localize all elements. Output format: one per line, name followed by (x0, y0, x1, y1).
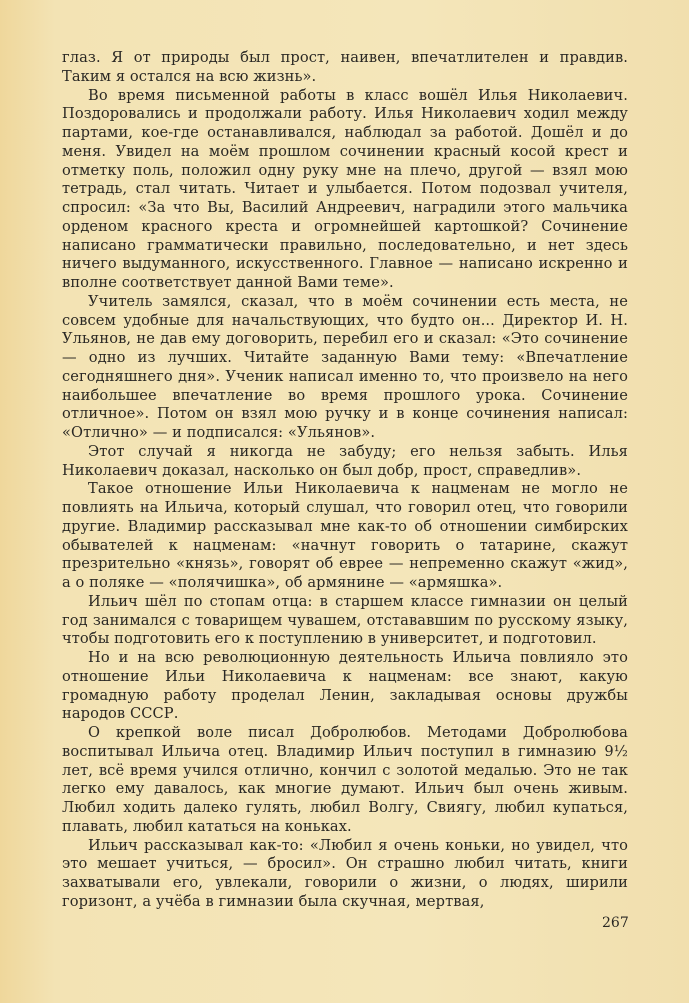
paragraph-9: Ильич рассказывал как-то: «Любил я очень коньки, но увидел, что это мешает учиться, — бросил». Он страшно любил читать, книги захватывали его, увлекали, говорили о жизни, о людях, ширили горизонт, а учёба в гимназии была скучная, мертвая, (62, 836, 628, 910)
page-text (62, 49, 628, 912)
paragraph-7: Но и на всю революционную деятельность Ильича повлияло это отношение Ильи Николаевича к нацменам: все знают, какую громадную работу проделал Ленин, закладывая основы дружбы народов СССР. (62, 649, 628, 723)
paragraph-3: Учитель замялся, сказал, что в моём сочинении есть места, не совсем удобные для начальствующих, что будто он... Директор И. Н. Ульянов, не дав ему договорить, перебил его и сказал: «Это сочинение — одно из лучших. Читайте заданную Вами тему: «Впечатление сегодняшнего дня». Ученик написал именно то, что произвело на него наибольшее впечатление во время прошлого урока. Сочинение отличное». Потом он взял мою ручку и в конце сочинения написал: «Отлично» — и подписался: «Ульянов». (62, 292, 628, 441)
paragraph-8: О крепкой воле писал Добролюбов. Методами Добролюбова воспитывал Ильича отец. Владимир Ильич поступил в гимназию 9½ лет, всё время учился отлично, кончил с золотой медалью. Это не так легко ему давалось, как многие думают. Ильич был очень живым. Любил ходить далеко гулять, любил Волгу, Свиягу, любил купаться, плавать, любил кататься на коньках. (62, 724, 628, 835)
paragraph-4: Этот случай я никогда не забуду; его нельзя забыть. Илья Николаевич доказал, насколько он был добр, прост, справедлив». (62, 442, 628, 479)
page-number: 267 (602, 915, 629, 931)
paragraph-6: Ильич шёл по стопам отца: в старшем классе гимназии он целый год занимался с товарищем чувашем, отстававшим по русскому языку, чтобы подготовить его к поступлению в университет, и подготовил. (62, 592, 628, 648)
paragraph-5: Такое отношение Ильи Николаевича к нацменам не могло не повлиять на Ильича, который слушал, что говорил отец, что говорили другие. Владимир рассказывал мне как-то об отношении симбирских обывателей к нацменам: «начнут говорить о татарине, скажут презрительно «князь», говорят об еврее — непременно скажут «жид», а о поляке — «полячишка», об армянине — «армяшка». (62, 480, 628, 591)
paragraph-1: глаз. Я от природы был прост, наивен, впечатлителен и правдив. Таким я остался на всю жизнь». (62, 49, 628, 85)
paragraph-2: Во время письменной работы в класс вошёл Илья Николаевич. Поздоровались и продолжали работу. Илья Николаевич ходил между партами, кое-где останавливался, наблюдал за работой. Дошёл и до меня. Увидел на моём прошлом сочинении красный косой крест и отметку поль, положил одну руку мне на плечо, другой — взял мою тетрадь, стал читать. Читает и улыбается. Потом подозвал учителя, спросил: «За что Вы, Василий Андреевич, наградили этого мальчика орденом красного креста и огромнейшей картошкой? Сочинение написано грамматически правильно, последовательно, и нет здесь ничего выдуманного, искусственного. Главное — написано искренно и вполне соответствует данной Вами теме». (62, 86, 628, 291)
